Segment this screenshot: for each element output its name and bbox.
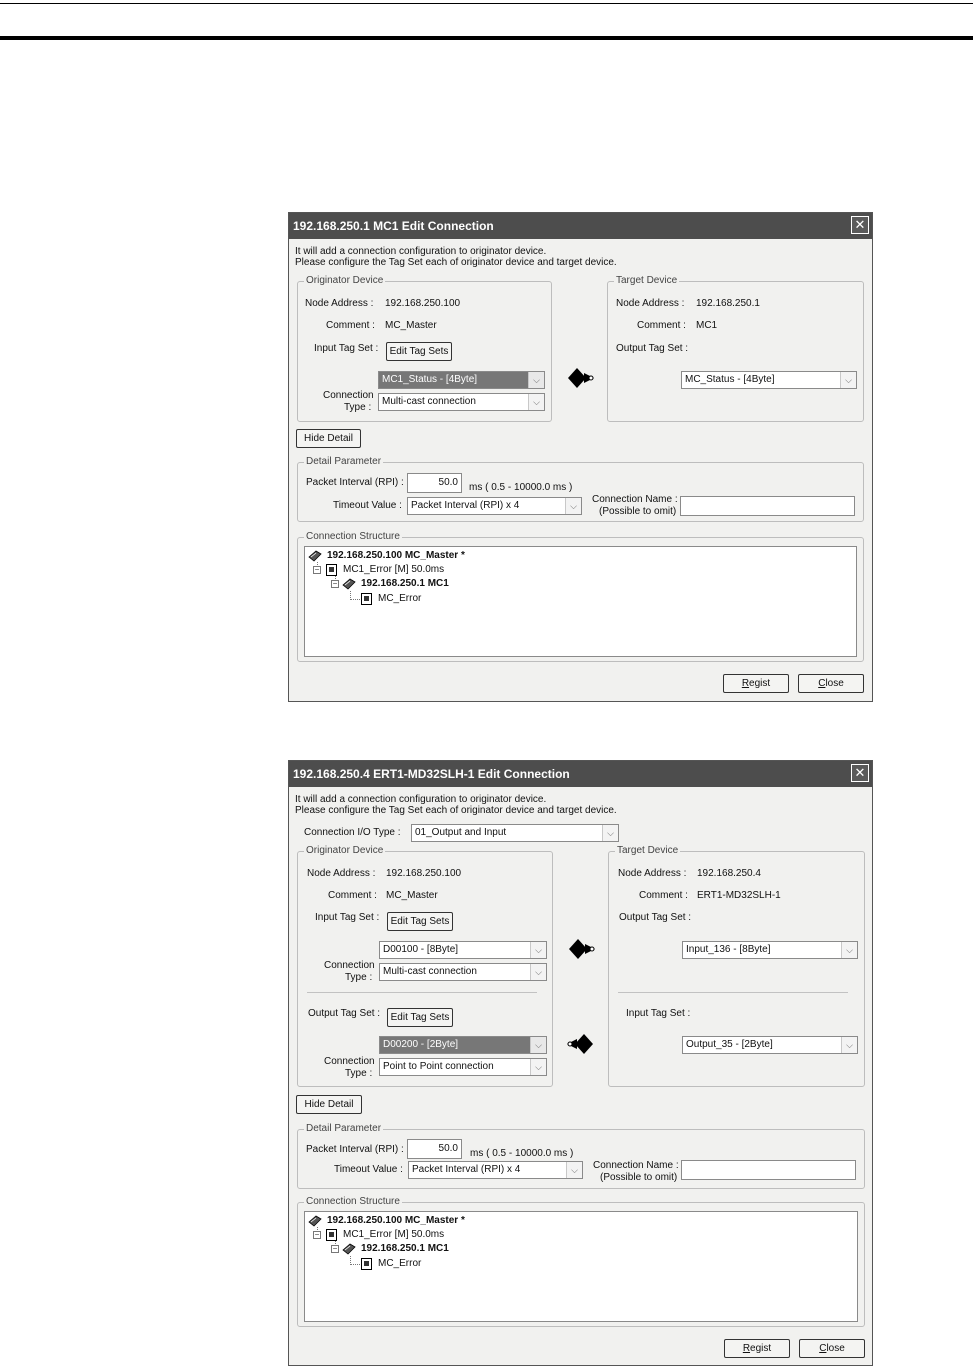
device-icon <box>308 1215 322 1227</box>
dialog-title: 192.168.250.1 MC1 Edit Connection <box>289 213 872 239</box>
tag-icon <box>326 564 337 576</box>
info-line-2: Please configure the Tag Set each of originator device and target device. <box>295 805 617 816</box>
device-icon <box>342 578 356 590</box>
close-button[interactable] <box>798 674 864 693</box>
timeout-value-select[interactable] <box>408 1161 583 1179</box>
connection-type-label-2: Type : <box>344 402 372 413</box>
packet-interval-range: ms ( 0.5 - 10000.0 ms ) <box>470 1148 574 1159</box>
input-tag-set-value: Output_35 - [2Byte] <box>686 1039 773 1050</box>
node-address-label: Node Address : <box>616 298 685 309</box>
regist-mnemonic: R <box>741 678 750 689</box>
connection-type-label-1: Connection <box>324 1056 375 1067</box>
tree-root-node[interactable]: 192.168.250.100 MC_Master * <box>327 1215 465 1226</box>
node-address-value: 192.168.250.100 <box>385 298 461 309</box>
data-flow-right-arrow-icon <box>565 936 597 962</box>
originator-device-group <box>297 275 552 422</box>
tag-icon <box>326 1229 337 1241</box>
device-icon <box>308 550 322 562</box>
connection-io-type-select[interactable] <box>411 824 619 842</box>
regist-mnemonic: R <box>742 1343 751 1354</box>
packet-interval-input[interactable]: 50.0 <box>407 473 462 493</box>
originator-device-title: Originator Device <box>306 275 384 286</box>
tree-tag-node[interactable]: MC1_Error [M] 50.0ms <box>343 564 445 575</box>
tree-root-node[interactable]: 192.168.250.100 MC_Master * <box>327 550 465 561</box>
chevron-down-icon: ⌵ <box>602 825 618 841</box>
collapse-icon[interactable]: − <box>332 1244 338 1253</box>
close-label: lose <box>826 1343 845 1354</box>
output-tag-set-label: Output Tag Set : <box>619 912 692 923</box>
divider <box>618 992 848 993</box>
detail-parameter-title: Detail Parameter <box>306 1123 382 1134</box>
timeout-value-value: Packet Interval (RPI) x 4 <box>412 1164 521 1175</box>
timeout-value-label: Timeout Value : <box>334 1164 403 1175</box>
connection-io-type-label: Connection I/O Type : <box>304 827 401 838</box>
node-address-value: 192.168.250.4 <box>697 868 761 879</box>
comment-value: MC_Master <box>385 320 437 331</box>
timeout-value-value: Packet Interval (RPI) x 4 <box>411 500 520 511</box>
comment-label: Comment : <box>328 890 377 901</box>
connection-structure-title: Connection Structure <box>306 531 400 542</box>
detail-parameter-title: Detail Parameter <box>306 456 382 467</box>
input-tag-set-label: Input Tag Set : <box>626 1008 691 1019</box>
chevron-down-icon: ⌵ <box>840 372 856 388</box>
input-tag-set-label: Input Tag Set : <box>315 912 380 923</box>
edit-tag-sets-button[interactable]: Edit Tag Sets <box>386 342 452 361</box>
regist-label: egist <box>750 1343 772 1354</box>
edit-connection-dialog-2 <box>288 760 873 1366</box>
tree-connector <box>350 599 360 600</box>
tree-device-node[interactable]: 192.168.250.1 MC1 <box>361 578 449 589</box>
device-icon <box>342 1243 356 1255</box>
hide-detail-button[interactable]: Hide Detail <box>296 429 361 448</box>
edit-connection-dialog-1 <box>288 212 873 702</box>
connection-type-label-1: Connection <box>324 960 375 971</box>
connection-tree[interactable] <box>304 1211 858 1322</box>
node-address-value: 192.168.250.100 <box>386 868 462 879</box>
detail-parameter-group <box>297 456 864 522</box>
packet-interval-label: Packet Interval (RPI) : <box>306 477 404 488</box>
tree-leaf-node[interactable]: MC_Error <box>378 593 422 604</box>
comment-label: Comment : <box>639 890 688 901</box>
node-address-label: Node Address : <box>305 298 374 309</box>
connection-type-label-2: Type : <box>345 1068 373 1079</box>
packet-interval-range: ms ( 0.5 - 10000.0 ms ) <box>469 482 573 493</box>
data-flow-left-arrow-icon <box>565 1031 597 1057</box>
connection-type-select[interactable] <box>378 393 545 411</box>
chevron-down-icon: ⌵ <box>565 498 581 514</box>
input-tag-set-select[interactable] <box>682 1036 858 1054</box>
output-connection-type-select[interactable] <box>379 1058 547 1076</box>
connection-name-input[interactable] <box>680 496 855 516</box>
output-tag-set-value: D00200 - [2Byte] <box>383 1039 459 1050</box>
hide-detail-button[interactable]: Hide Detail <box>296 1095 362 1114</box>
chevron-down-icon: ⌵ <box>841 1037 857 1053</box>
comment-label: Comment : <box>326 320 375 331</box>
originator-device-title: Originator Device <box>306 845 384 856</box>
comment-value: MC_Master <box>386 890 438 901</box>
chevron-down-icon: ⌵ <box>530 964 546 980</box>
data-flow-right-arrow-icon <box>564 365 596 391</box>
output-tag-set-value: Input_136 - [8Byte] <box>686 944 771 955</box>
connection-name-input[interactable] <box>681 1160 856 1180</box>
connection-structure-title: Connection Structure <box>306 1196 400 1207</box>
output-connection-type-value: Point to Point connection <box>383 1061 494 1072</box>
originator-device-group <box>297 845 553 1087</box>
connection-structure-group <box>297 531 864 662</box>
comment-value: MC1 <box>696 320 718 331</box>
input-tag-set-label: Input Tag Set : <box>314 343 379 354</box>
dialog-title: 192.168.250.4 ERT1-MD32SLH-1 Edit Connection <box>289 761 872 787</box>
node-address-value: 192.168.250.1 <box>696 298 760 309</box>
output-tag-set-label: Output Tag Set : <box>616 343 689 354</box>
close-mnemonic: C <box>819 1343 827 1354</box>
connection-name-label: Connection Name : <box>593 1160 679 1171</box>
connection-name-hint: (Possible to omit) <box>600 1172 678 1183</box>
regist-button[interactable] <box>723 674 789 693</box>
connection-io-type-value: 01_Output and Input <box>415 827 507 838</box>
header-rule-thick <box>0 36 973 40</box>
target-device-group <box>608 845 865 1087</box>
input-connection-type-select[interactable] <box>379 963 547 981</box>
regist-button[interactable] <box>724 1339 790 1358</box>
connection-type-label-2: Type : <box>345 972 373 983</box>
chevron-down-icon: ⌵ <box>530 942 546 958</box>
close-icon[interactable]: ✕ <box>851 764 869 782</box>
input-tag-set-select[interactable] <box>379 941 547 959</box>
target-device-title: Target Device <box>617 845 679 856</box>
input-tag-set-value: D00100 - [8Byte] <box>383 944 459 955</box>
connection-name-hint: (Possible to omit) <box>599 506 677 517</box>
input-tag-set-select[interactable] <box>378 371 545 389</box>
connection-name-label: Connection Name : <box>592 494 678 505</box>
output-tag-set-select[interactable] <box>681 371 857 389</box>
tree-tag-node[interactable]: MC1_Error [M] 50.0ms <box>343 1229 445 1240</box>
chevron-down-icon: ⌵ <box>566 1162 582 1178</box>
connection-type-label-1: Connection <box>323 390 374 401</box>
chevron-down-icon: ⌵ <box>530 1037 546 1053</box>
input-connection-type-value: Multi-cast connection <box>383 966 477 977</box>
connection-type-value: Multi-cast connection <box>382 396 476 407</box>
tag-icon <box>361 1258 372 1270</box>
output-tag-set-select[interactable] <box>682 941 858 959</box>
header-rule-thin <box>0 3 973 4</box>
chevron-down-icon: ⌵ <box>530 1059 546 1075</box>
close-mnemonic: C <box>818 678 826 689</box>
timeout-value-label: Timeout Value : <box>333 500 402 511</box>
edit-tag-sets-button-2[interactable]: Edit Tag Sets <box>387 1008 453 1027</box>
tree-device-node[interactable]: 192.168.250.1 MC1 <box>361 1243 449 1254</box>
close-label: lose <box>825 678 844 689</box>
target-device-group <box>607 275 864 422</box>
timeout-value-select[interactable] <box>407 497 582 515</box>
info-line-1: It will add a connection configuration to originator device. <box>295 794 547 805</box>
regist-label: egist <box>749 678 771 689</box>
connection-tree[interactable] <box>304 546 857 657</box>
comment-label: Comment : <box>637 320 686 331</box>
collapse-icon[interactable]: − <box>332 579 338 588</box>
chevron-down-icon: ⌵ <box>528 394 544 410</box>
chevron-down-icon: ⌵ <box>528 372 544 388</box>
tag-icon <box>361 593 372 605</box>
tree-connector <box>350 1264 360 1265</box>
divider <box>307 992 537 993</box>
target-device-title: Target Device <box>616 275 678 286</box>
tree-leaf-node[interactable]: MC_Error <box>378 1258 422 1269</box>
connection-structure-group <box>297 1196 865 1327</box>
collapse-icon[interactable]: − <box>314 1230 320 1239</box>
detail-parameter-group <box>297 1123 865 1189</box>
packet-interval-label: Packet Interval (RPI) : <box>306 1144 404 1155</box>
info-line-1: It will add a connection configuration to originator device. <box>295 246 547 257</box>
packet-interval-input[interactable]: 50.0 <box>407 1139 462 1159</box>
collapse-icon[interactable]: − <box>314 565 320 574</box>
info-line-2: Please configure the Tag Set each of originator device and target device. <box>295 257 617 268</box>
comment-value: ERT1-MD32SLH-1 <box>697 890 781 901</box>
close-icon[interactable]: ✕ <box>851 216 869 234</box>
input-tag-set-value: MC1_Status - [4Byte] <box>382 374 478 385</box>
output-tag-set-select[interactable] <box>379 1036 547 1054</box>
node-address-label: Node Address : <box>618 868 687 879</box>
close-button[interactable] <box>799 1339 865 1358</box>
node-address-label: Node Address : <box>307 868 376 879</box>
edit-tag-sets-button[interactable]: Edit Tag Sets <box>387 912 453 931</box>
output-tag-set-value: MC_Status - [4Byte] <box>685 374 775 385</box>
chevron-down-icon: ⌵ <box>841 942 857 958</box>
output-tag-set-label: Output Tag Set : <box>308 1008 381 1019</box>
